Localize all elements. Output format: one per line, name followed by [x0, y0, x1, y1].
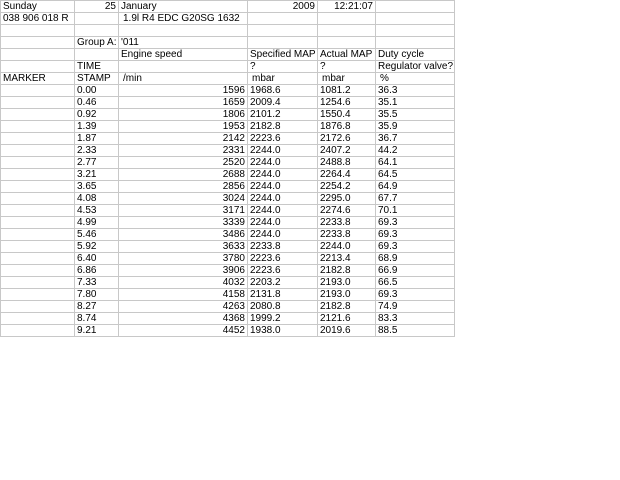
duty-cycle-cell[interactable]: 74.9: [376, 301, 455, 313]
actual-map-cell[interactable]: 2193.0: [318, 289, 376, 301]
duty-cycle-cell[interactable]: 69.3: [376, 217, 455, 229]
actual-map-subheader[interactable]: ?: [318, 61, 376, 73]
part-number-cell[interactable]: 038 906 018 R: [1, 13, 75, 25]
empty-cell[interactable]: [1, 25, 75, 37]
engine-speed-cell[interactable]: 4032: [119, 277, 248, 289]
marker-cell[interactable]: [1, 193, 75, 205]
marker-cell[interactable]: [1, 133, 75, 145]
header-row-2: [1, 13, 455, 25]
specified-map-cell[interactable]: 2244.0: [248, 145, 318, 157]
marker-header[interactable]: MARKER: [1, 73, 75, 85]
time-stamp-cell[interactable]: 9.21: [75, 325, 119, 337]
marker-cell[interactable]: [1, 253, 75, 265]
actual-map-cell[interactable]: 2233.8: [318, 217, 376, 229]
duty-cycle-cell[interactable]: 36.3: [376, 85, 455, 97]
specified-map-cell[interactable]: 2244.0: [248, 193, 318, 205]
engine-speed-cell[interactable]: 3780: [119, 253, 248, 265]
time-of-day-cell[interactable]: 12:21:07: [318, 1, 376, 13]
actual-map-cell[interactable]: 2244.0: [318, 241, 376, 253]
date-cell[interactable]: 25: [75, 1, 119, 13]
time-stamp-cell[interactable]: 3.21: [75, 169, 119, 181]
specified-map-cell[interactable]: 2131.8: [248, 289, 318, 301]
time-stamp-cell[interactable]: 5.46: [75, 229, 119, 241]
engine-speed-cell[interactable]: 3906: [119, 265, 248, 277]
engine-speed-cell[interactable]: 4368: [119, 313, 248, 325]
duty-cycle-header[interactable]: Duty cycle: [376, 49, 455, 61]
engine-speed-cell[interactable]: 1953: [119, 121, 248, 133]
actual-map-cell[interactable]: 2172.6: [318, 133, 376, 145]
duty-cycle-cell[interactable]: 67.7: [376, 193, 455, 205]
actual-map-cell[interactable]: 2254.2: [318, 181, 376, 193]
time-stamp-cell[interactable]: 0.92: [75, 109, 119, 121]
duty-cycle-cell[interactable]: 69.3: [376, 241, 455, 253]
empty-cell[interactable]: [248, 13, 318, 25]
specified-map-cell[interactable]: 1968.6: [248, 85, 318, 97]
month-cell[interactable]: January: [119, 1, 248, 13]
stamp-header[interactable]: STAMP: [75, 73, 119, 85]
actual-map-cell[interactable]: 2274.6: [318, 205, 376, 217]
engine-speed-cell[interactable]: 2520: [119, 157, 248, 169]
duty-cycle-cell[interactable]: 35.9: [376, 121, 455, 133]
empty-cell[interactable]: [1, 49, 75, 61]
duty-cycle-subheader[interactable]: Regulator valve?: [376, 61, 455, 73]
time-stamp-cell[interactable]: 4.53: [75, 205, 119, 217]
table-row: [1, 325, 455, 337]
specified-map-subheader[interactable]: ?: [248, 61, 318, 73]
engine-speed-cell[interactable]: 4158: [119, 289, 248, 301]
table-row: [1, 133, 455, 145]
marker-cell[interactable]: [1, 265, 75, 277]
engine-speed-cell[interactable]: 3339: [119, 217, 248, 229]
time-stamp-cell[interactable]: 0.46: [75, 97, 119, 109]
actual-map-cell[interactable]: 2407.2: [318, 145, 376, 157]
duty-cycle-cell[interactable]: 64.5: [376, 169, 455, 181]
empty-cell[interactable]: [75, 49, 119, 61]
time-stamp-cell[interactable]: 4.99: [75, 217, 119, 229]
actual-map-cell[interactable]: 2233.8: [318, 229, 376, 241]
time-stamp-cell[interactable]: 1.39: [75, 121, 119, 133]
empty-cell[interactable]: [75, 13, 119, 25]
table-row: [1, 289, 455, 301]
duty-cycle-cell[interactable]: 35.5: [376, 109, 455, 121]
duty-cycle-cell[interactable]: 64.1: [376, 157, 455, 169]
specified-map-cell[interactable]: 1938.0: [248, 325, 318, 337]
specified-map-cell[interactable]: 2009.4: [248, 97, 318, 109]
time-stamp-cell[interactable]: 4.08: [75, 193, 119, 205]
engine-speed-cell[interactable]: 3486: [119, 229, 248, 241]
table-row: [1, 253, 455, 265]
actual-map-cell[interactable]: 2295.0: [318, 193, 376, 205]
column-header-row-1: [1, 49, 455, 61]
actual-map-cell[interactable]: 1550.4: [318, 109, 376, 121]
duty-cycle-cell[interactable]: 88.5: [376, 325, 455, 337]
time-stamp-cell[interactable]: 7.33: [75, 277, 119, 289]
specified-map-cell[interactable]: 2244.0: [248, 181, 318, 193]
year-cell[interactable]: 2009: [248, 1, 318, 13]
empty-cell[interactable]: [119, 61, 248, 73]
engine-speed-cell[interactable]: 2856: [119, 181, 248, 193]
actual-map-cell[interactable]: 2264.4: [318, 169, 376, 181]
table-row: [1, 157, 455, 169]
specified-map-cell[interactable]: 2101.2: [248, 109, 318, 121]
empty-cell[interactable]: [248, 37, 318, 49]
engine-speed-cell[interactable]: 1806: [119, 109, 248, 121]
empty-cell[interactable]: [318, 13, 376, 25]
specified-map-cell[interactable]: 2223.6: [248, 265, 318, 277]
marker-cell[interactable]: [1, 145, 75, 157]
specified-map-cell[interactable]: 2233.8: [248, 241, 318, 253]
empty-cell[interactable]: [119, 25, 248, 37]
actual-map-cell[interactable]: 2182.8: [318, 265, 376, 277]
specified-map-cell[interactable]: 2080.8: [248, 301, 318, 313]
time-stamp-cell[interactable]: 1.87: [75, 133, 119, 145]
table-row: [1, 169, 455, 181]
day-cell[interactable]: Sunday: [1, 1, 75, 13]
table-row: [1, 121, 455, 133]
time-stamp-cell[interactable]: 8.27: [75, 301, 119, 313]
group-row: [1, 37, 455, 49]
duty-cycle-cell[interactable]: 64.9: [376, 181, 455, 193]
duty-cycle-cell[interactable]: 69.3: [376, 289, 455, 301]
specified-map-header[interactable]: Specified MAP: [248, 49, 318, 61]
empty-cell[interactable]: [376, 1, 455, 13]
specified-map-cell[interactable]: 2244.0: [248, 217, 318, 229]
time-stamp-cell[interactable]: 6.86: [75, 265, 119, 277]
time-stamp-cell[interactable]: 5.92: [75, 241, 119, 253]
engine-speed-cell[interactable]: 2142: [119, 133, 248, 145]
actual-map-cell[interactable]: 1081.2: [318, 85, 376, 97]
engine-speed-cell[interactable]: 2688: [119, 169, 248, 181]
actual-map-cell[interactable]: 2213.4: [318, 253, 376, 265]
actual-map-cell[interactable]: 1876.8: [318, 121, 376, 133]
engine-cell[interactable]: 1.9l R4 EDC G20SG 1632: [119, 13, 248, 25]
duty-cycle-cell[interactable]: 69.3: [376, 229, 455, 241]
marker-cell[interactable]: [1, 181, 75, 193]
marker-cell[interactable]: [1, 241, 75, 253]
engine-speed-cell[interactable]: 4263: [119, 301, 248, 313]
specified-map-cell[interactable]: 2244.0: [248, 229, 318, 241]
marker-cell[interactable]: [1, 277, 75, 289]
marker-cell[interactable]: [1, 109, 75, 121]
marker-cell[interactable]: [1, 169, 75, 181]
duty-cycle-cell[interactable]: 70.1: [376, 205, 455, 217]
actual-map-header[interactable]: Actual MAP: [318, 49, 376, 61]
duty-cycle-unit[interactable]: %: [376, 73, 455, 85]
table-row: [1, 145, 455, 157]
actual-map-cell[interactable]: 2193.0: [318, 277, 376, 289]
table-row: [1, 193, 455, 205]
actual-map-cell[interactable]: 1254.6: [318, 97, 376, 109]
specified-map-cell[interactable]: 2223.6: [248, 133, 318, 145]
marker-cell[interactable]: [1, 301, 75, 313]
duty-cycle-cell[interactable]: 68.9: [376, 253, 455, 265]
engine-speed-cell[interactable]: 4452: [119, 325, 248, 337]
specified-map-cell[interactable]: 2244.0: [248, 169, 318, 181]
actual-map-cell[interactable]: 2121.6: [318, 313, 376, 325]
table-row: [1, 181, 455, 193]
group-label-cell[interactable]: Group A:: [75, 37, 119, 49]
table-row: [1, 109, 455, 121]
duty-cycle-cell[interactable]: 35.1: [376, 97, 455, 109]
time-header[interactable]: TIME: [75, 61, 119, 73]
table-row: [1, 313, 455, 325]
specified-map-cell[interactable]: 1999.2: [248, 313, 318, 325]
specified-map-cell[interactable]: 2203.2: [248, 277, 318, 289]
empty-cell[interactable]: [318, 37, 376, 49]
empty-cell[interactable]: [376, 37, 455, 49]
engine-speed-cell[interactable]: 3633: [119, 241, 248, 253]
engine-speed-cell[interactable]: 3024: [119, 193, 248, 205]
engine-speed-cell[interactable]: 1659: [119, 97, 248, 109]
marker-cell[interactable]: [1, 289, 75, 301]
table-row: [1, 205, 455, 217]
specified-map-cell[interactable]: 2223.6: [248, 253, 318, 265]
column-header-row-3: [1, 73, 455, 85]
time-stamp-cell[interactable]: 2.77: [75, 157, 119, 169]
marker-cell[interactable]: [1, 325, 75, 337]
actual-map-cell[interactable]: 2488.8: [318, 157, 376, 169]
marker-cell[interactable]: [1, 85, 75, 97]
time-stamp-cell[interactable]: 0.00: [75, 85, 119, 97]
blank-row: [1, 25, 455, 37]
time-stamp-cell[interactable]: 3.65: [75, 181, 119, 193]
duty-cycle-cell[interactable]: 44.2: [376, 145, 455, 157]
time-stamp-cell[interactable]: 6.40: [75, 253, 119, 265]
engine-speed-cell[interactable]: 3171: [119, 205, 248, 217]
duty-cycle-cell[interactable]: 83.3: [376, 313, 455, 325]
specified-map-cell[interactable]: 2244.0: [248, 157, 318, 169]
actual-map-cell[interactable]: 2182.8: [318, 301, 376, 313]
engine-speed-unit[interactable]: /min: [119, 73, 248, 85]
time-stamp-cell[interactable]: 2.33: [75, 145, 119, 157]
table-row: [1, 241, 455, 253]
table-row: [1, 229, 455, 241]
empty-cell[interactable]: [1, 37, 75, 49]
marker-cell[interactable]: [1, 313, 75, 325]
marker-cell[interactable]: [1, 229, 75, 241]
marker-cell[interactable]: [1, 217, 75, 229]
time-stamp-cell[interactable]: 7.80: [75, 289, 119, 301]
column-header-row-2: [1, 61, 455, 73]
group-value-cell[interactable]: '011: [119, 37, 248, 49]
table-row: [1, 265, 455, 277]
specified-map-unit[interactable]: mbar: [248, 73, 318, 85]
table-row: [1, 277, 455, 289]
table-row: [1, 85, 455, 97]
marker-cell[interactable]: [1, 121, 75, 133]
duty-cycle-cell[interactable]: 66.5: [376, 277, 455, 289]
empty-cell[interactable]: [75, 25, 119, 37]
table-row: [1, 301, 455, 313]
table-row: [1, 97, 455, 109]
actual-map-cell[interactable]: 2019.6: [318, 325, 376, 337]
engine-speed-cell[interactable]: 2331: [119, 145, 248, 157]
specified-map-cell[interactable]: 2182.8: [248, 121, 318, 133]
marker-cell[interactable]: [1, 205, 75, 217]
actual-map-unit[interactable]: mbar: [318, 73, 376, 85]
engine-speed-header[interactable]: Engine speed: [119, 49, 248, 61]
empty-cell[interactable]: [1, 61, 75, 73]
engine-speed-cell[interactable]: 1596: [119, 85, 248, 97]
empty-cell[interactable]: [376, 25, 455, 37]
header-row-1: [1, 1, 455, 13]
table-row: [1, 217, 455, 229]
marker-cell[interactable]: [1, 97, 75, 109]
duty-cycle-cell[interactable]: 36.7: [376, 133, 455, 145]
empty-cell[interactable]: [318, 25, 376, 37]
specified-map-cell[interactable]: 2244.0: [248, 205, 318, 217]
empty-cell[interactable]: [376, 13, 455, 25]
time-stamp-cell[interactable]: 8.74: [75, 313, 119, 325]
empty-cell[interactable]: [248, 25, 318, 37]
duty-cycle-cell[interactable]: 66.9: [376, 265, 455, 277]
marker-cell[interactable]: [1, 157, 75, 169]
